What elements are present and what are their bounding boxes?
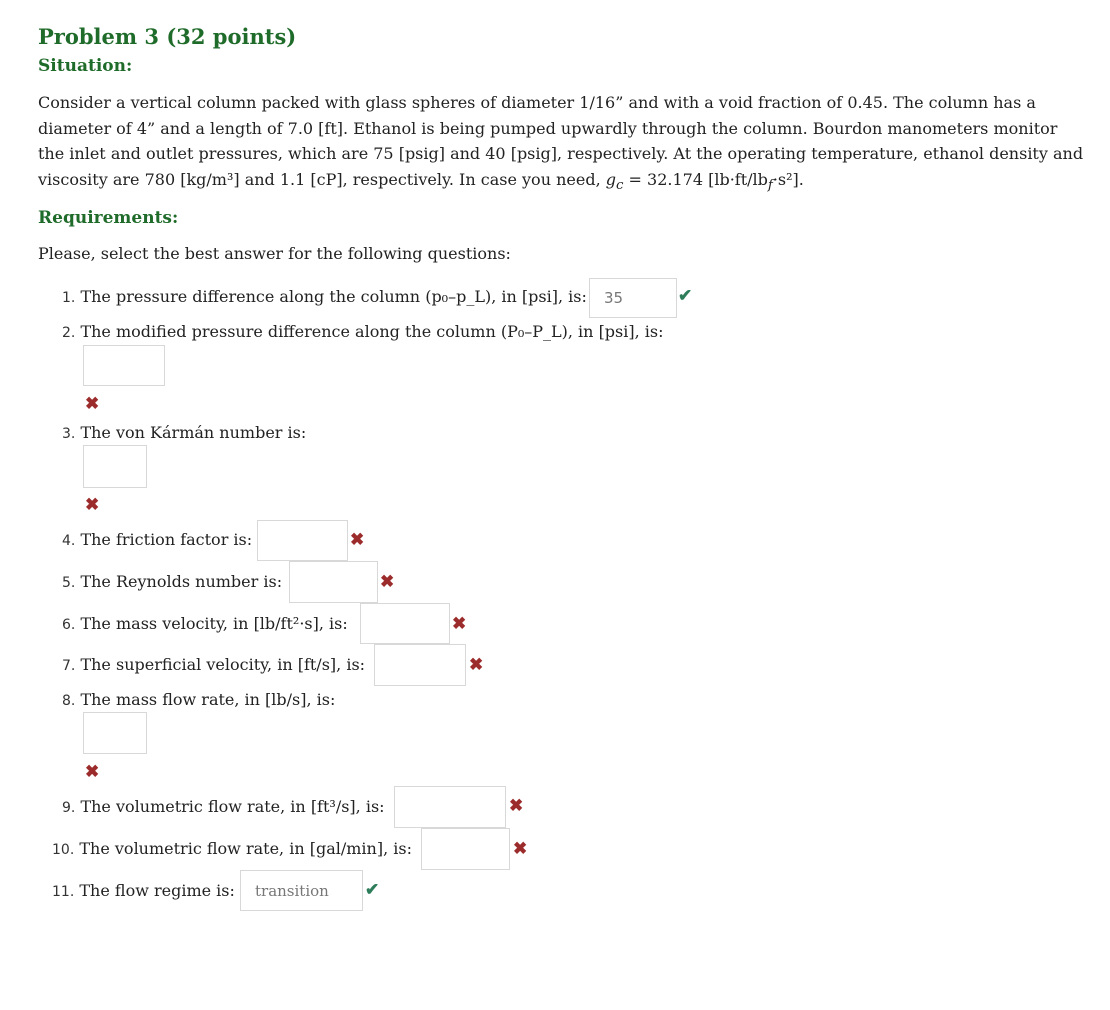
question-number: 3. <box>62 426 76 442</box>
question-text: The volumetric flow rate, in [ft³/s], is: <box>80 797 385 816</box>
gc-tail: ·s²]. <box>772 169 804 189</box>
question-9 <box>62 796 385 819</box>
question-2 <box>62 321 664 344</box>
question-8 <box>62 689 335 712</box>
answer-input-7[interactable] <box>374 644 466 686</box>
question-number: 7. <box>62 658 76 674</box>
answer-input-10[interactable] <box>421 828 510 870</box>
situation-heading: Situation: <box>38 56 133 76</box>
question-number: 5. <box>62 575 76 591</box>
question-number: 9. <box>62 800 76 816</box>
checkmark-icon: ✔ <box>678 286 693 306</box>
question-text: The pressure difference along the column (p₀–p_L), in [psi], is: <box>80 287 587 306</box>
question-text: The Reynolds number is: <box>80 572 283 591</box>
gc-f-subscript: f <box>767 177 773 193</box>
gc-value: = 32.174 [lb·ft/lb <box>623 169 768 189</box>
question-11 <box>52 880 235 903</box>
answer-input-11[interactable]: transition <box>240 870 363 911</box>
question-5 <box>62 571 282 594</box>
answer-input-1[interactable]: 35 <box>589 278 677 318</box>
question-number: 2. <box>62 325 76 341</box>
cross-icon: ✖ <box>509 796 524 816</box>
question-number: 6. <box>62 617 76 633</box>
question-text: The friction factor is: <box>80 530 253 549</box>
answer-input-3[interactable] <box>83 445 147 488</box>
question-number: 8. <box>62 693 76 709</box>
cross-icon: ✖ <box>469 655 484 675</box>
checkmark-icon: ✔ <box>365 880 380 900</box>
question-4 <box>62 529 252 552</box>
answer-input-5[interactable] <box>289 561 378 603</box>
requirements-heading: Requirements: <box>38 208 179 228</box>
answer-input-9[interactable] <box>394 786 506 828</box>
cross-icon: ✖ <box>380 572 395 592</box>
answer-input-8[interactable] <box>83 712 147 754</box>
question-number: 10. <box>52 842 75 858</box>
question-number: 1. <box>62 290 76 306</box>
answer-input-2[interactable] <box>83 345 165 386</box>
question-text: The mass velocity, in [lb/ft²·s], is: <box>80 614 348 633</box>
question-10 <box>52 838 412 861</box>
cross-icon: ✖ <box>350 530 365 550</box>
requirements-prompt: Please, select the best answer for the following questions: <box>38 244 511 263</box>
gc-symbol: g <box>605 169 616 189</box>
cross-icon: ✖ <box>85 495 100 515</box>
situation-text: Consider a vertical column packed with glass spheres of diameter 1/16” and with a void fraction of 0.45. The column has a diameter of 4” and a length of 7.0 [ft]. Ethanol is being pumped upwardly through the column. Bourdon manometers monitor the inlet and outlet pressures, which are 75 [psig] and 40 [psig], respectively. At the operating temperature, ethanol density and viscosity are 780 [kg/m³] and 1.1 [cP], respectively. In case you need, <box>38 93 1084 189</box>
problem-title: Problem 3 (32 points) <box>38 24 297 49</box>
question-7 <box>62 654 365 677</box>
question-text: The mass flow rate, in [lb/s], is: <box>80 690 336 709</box>
question-3 <box>62 422 306 445</box>
cross-icon: ✖ <box>452 614 467 634</box>
question-text: The superficial velocity, in [ft/s], is: <box>80 655 366 674</box>
question-1 <box>62 286 587 309</box>
question-text: The von Kármán number is: <box>80 423 307 442</box>
answer-input-6[interactable] <box>360 603 450 644</box>
cross-icon: ✖ <box>85 394 100 414</box>
answer-input-4[interactable] <box>257 520 348 561</box>
question-text: The modified pressure difference along the column (P₀–P_L), in [psi], is: <box>80 322 664 341</box>
question-6 <box>62 613 348 636</box>
question-text: The volumetric flow rate, in [gal/min], is: <box>79 839 412 858</box>
cross-icon: ✖ <box>85 762 100 782</box>
question-number: 4. <box>62 533 76 549</box>
situation-paragraph <box>38 90 1088 198</box>
question-number: 11. <box>52 884 75 900</box>
cross-icon: ✖ <box>513 839 528 859</box>
gc-subscript: c <box>615 177 624 193</box>
question-text: The flow regime is: <box>79 881 235 900</box>
